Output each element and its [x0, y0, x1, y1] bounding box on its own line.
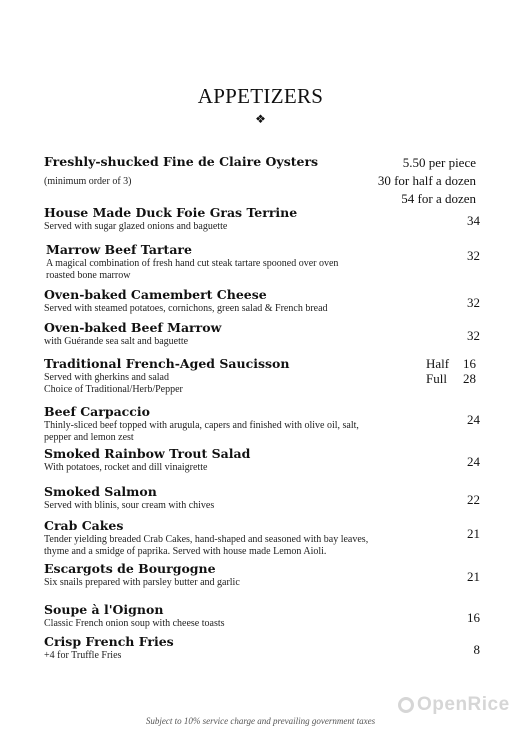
full-label: Full [426, 371, 447, 386]
item-name: Smoked Rainbow Trout Salad [44, 446, 251, 461]
item-name: Oven-baked Camembert Cheese [44, 287, 267, 302]
openrice-watermark [398, 694, 510, 716]
price-dozen: 54 for a dozen [401, 191, 476, 206]
menu-item-onion-soup [44, 602, 480, 630]
service-charge-note: Subject to 10% service charge and prevailing government taxes [145, 716, 376, 726]
item-name: House Made Duck Foie Gras Terrine [44, 205, 298, 220]
half-price-row [400, 356, 476, 371]
item-desc: Six snails prepared with parsley butter and garlic [44, 577, 240, 588]
item-desc: +4 for Truffle Fries [44, 650, 122, 661]
item-desc: Classic French onion soup with cheese toasts [44, 618, 225, 629]
half-label: Half [426, 356, 450, 371]
menu-item-camembert [44, 287, 480, 315]
item-price: 8 [473, 642, 480, 657]
menu-item-beef-marrow [44, 320, 480, 348]
watermark-text: OpenRice [417, 694, 510, 715]
item-desc: Served with gherkins and salad [44, 372, 169, 383]
item-price: 24 [467, 412, 480, 427]
item-desc-choice: Choice of Traditional/Herb/Pepper [44, 383, 183, 395]
item-price: 32 [467, 295, 480, 310]
item-desc: Tender yielding breaded Crab Cakes, hand-shaped and seasoned with bay leaves, thyme and a smidge of paprika. Served with house made Lemon Aioli. [44, 534, 369, 557]
item-desc: A magical combination of fresh hand cut steak tartare spooned over oven roasted bone marrow [46, 258, 339, 281]
menu-item-crab-cakes [44, 518, 480, 557]
item-name: Crab Cakes [44, 518, 124, 533]
item-price: 16 [467, 610, 480, 625]
full-price: 28 [463, 371, 476, 386]
item-price: 34 [467, 213, 480, 228]
menu-item-foie-gras [44, 205, 480, 233]
item-name: Marrow Beef Tartare [46, 242, 192, 257]
item-name: Soupe à l'Oignon [44, 602, 164, 617]
saucisson-prices [400, 356, 476, 386]
item-desc: Thinly-sliced beef topped with arugula, capers and finished with olive oil, salt, pepper and lemon zest [44, 420, 359, 443]
full-price-row [400, 371, 476, 386]
item-name: Traditional French-Aged Saucisson [44, 356, 290, 371]
oyster-prices [330, 154, 476, 208]
item-desc: Served with blinis, sour cream with chives [44, 500, 215, 511]
item-price: 21 [467, 526, 480, 541]
menu-item-trout-salad [44, 446, 480, 474]
ornament-icon: ❖ [255, 112, 266, 126]
menu-item-french-fries [44, 634, 480, 662]
item-price: 21 [467, 569, 480, 584]
item-desc: Served with sugar glazed onions and baguette [44, 221, 228, 232]
menu-item-smoked-salmon [44, 484, 480, 512]
item-name: Smoked Salmon [44, 484, 157, 499]
item-name: Oven-baked Beef Marrow [44, 320, 222, 335]
item-price: 32 [467, 328, 480, 343]
item-desc: With potatoes, rocket and dill vinaigrette [44, 462, 208, 473]
item-name: Escargots de Bourgogne [44, 561, 216, 576]
menu-item-escargots [44, 561, 480, 589]
menu-item-tartare [46, 242, 480, 281]
item-price: 24 [467, 454, 480, 469]
item-name: Beef Carpaccio [44, 404, 150, 419]
menu-item-carpaccio [44, 404, 480, 443]
price-half-dozen: 30 for half a dozen [377, 173, 476, 188]
item-price: 22 [467, 492, 480, 507]
item-name: Freshly-shucked Fine de Claire Oysters [44, 154, 319, 169]
item-name: Crisp French Fries [44, 634, 174, 649]
price-per-piece: 5.50 per piece [402, 155, 476, 170]
item-desc: (minimum order of 3) [44, 176, 132, 187]
item-desc: Served with steamed potatoes, cornichons, green salad & French bread [44, 303, 328, 314]
item-price: 32 [467, 248, 480, 263]
section-title: APPETIZERS [197, 84, 324, 108]
half-price: 16 [463, 356, 476, 371]
openrice-logo-icon [398, 697, 414, 713]
item-desc: with Guérande sea salt and baguette [44, 336, 189, 347]
